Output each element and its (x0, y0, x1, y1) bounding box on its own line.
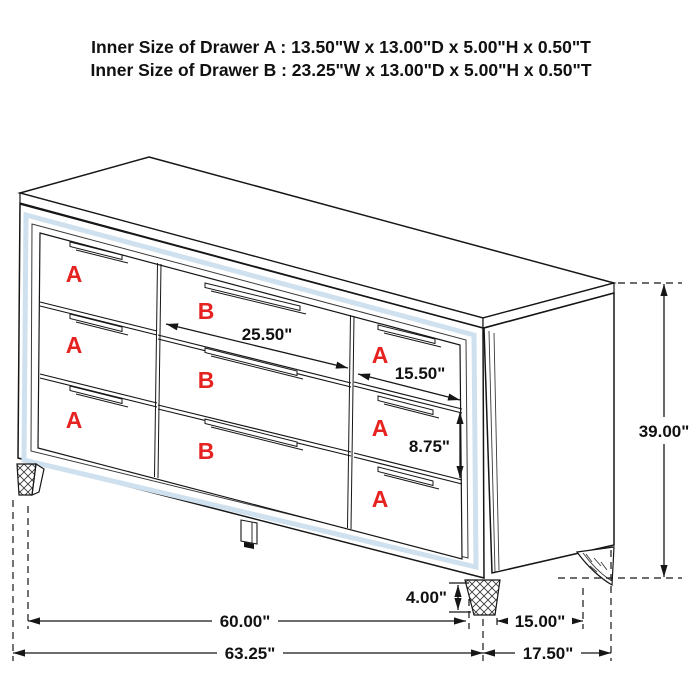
back-right-leg (577, 547, 614, 585)
middle-leg (241, 520, 257, 549)
drawer-label-mid-b2: B (197, 367, 215, 393)
dimension-leg-height-label: 4.00" (405, 588, 447, 607)
dresser-drawing (17, 157, 614, 615)
dimension-drawer-a-width-label: 15.50" (394, 364, 446, 383)
inner-size-drawer-a-text: Inner Size of Drawer A : 13.50"W x 13.00"D x 5.00"H x 0.50"T (91, 37, 591, 57)
dimension-drawer-height-label: 8.75" (408, 437, 450, 456)
dimension-leg-height (406, 583, 471, 612)
dimension-overall-height-label: 39.00" (638, 422, 690, 441)
header (90, 37, 591, 80)
dresser-side-panel (484, 293, 614, 573)
dimension-drawer-b-width-label: 25.50" (241, 325, 293, 344)
dimension-overall-width-label: 63.25" (224, 644, 276, 663)
drawer-label-right-a1: A (371, 342, 389, 368)
front-left-leg (17, 464, 44, 495)
dimension-width-between-legs-label: 60.00" (219, 612, 271, 631)
dimension-depth-between-legs-label: 15.00" (514, 612, 566, 631)
drawer-label-left-a3: A (65, 407, 83, 433)
dimension-width-between-legs (28, 611, 466, 631)
drawer-label-left-a1: A (65, 261, 83, 287)
dimension-overall-width (13, 643, 483, 663)
dimension-overall-depth-label: 17.50" (522, 644, 574, 663)
dimension-depth-between-legs (497, 611, 583, 631)
inner-size-drawer-b-text: Inner Size of Drawer B : 23.25"W x 13.00"D x 5.00"H x 0.50"T (90, 60, 592, 80)
drawer-label-right-a2: A (371, 415, 389, 441)
front-right-leg (465, 580, 500, 615)
drawer-label-mid-b3: B (197, 438, 215, 464)
drawer-label-left-a2: A (65, 332, 83, 358)
dimension-overall-height (631, 284, 697, 577)
drawer-label-mid-b1: B (197, 298, 215, 324)
drawer-label-right-a3: A (371, 486, 389, 512)
dimension-overall-depth (483, 643, 611, 663)
